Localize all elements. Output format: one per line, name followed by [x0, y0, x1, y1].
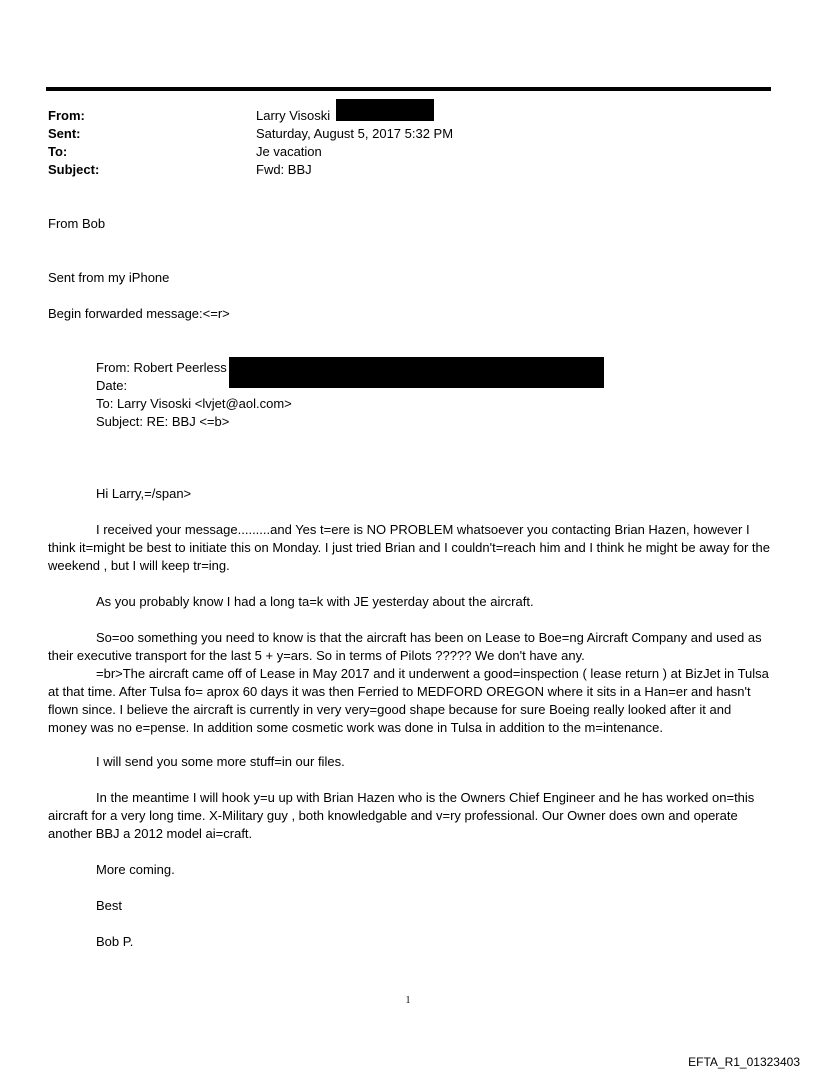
subject-value: Fwd: BBJ [256, 162, 312, 177]
message-greeting: Hi Larry,=/span> [96, 486, 192, 501]
body-line-from-bob: From Bob [48, 216, 106, 231]
forwarded-date: Date: [96, 378, 128, 393]
sent-label: Sent: [48, 126, 81, 141]
body-line-sent-from: Sent from my iPhone [48, 270, 170, 285]
from-value: Larry Visoski [256, 108, 331, 123]
message-paragraph: I received your message.........and Yes t=ere is NO PROBLEM whatsoever you contacting Brian Hazen, however I think it=might be best to initiate this on Monday. I just tried Brian and I couldn't=reach him and I think he might be away for the weekend , but I will keep tr=ing. [48, 522, 770, 573]
redaction-box [336, 99, 434, 121]
forwarded-to: To: Larry Visoski <lvjet@aol.com> [96, 396, 292, 411]
message-paragraph: As you probably know I had a long ta=k with JE yesterday about the aircraft. [96, 594, 534, 609]
message-paragraph: =br>The aircraft came off of Lease in May 2017 and it underwent a good=inspection ( lease return ) at BizJet in Tulsa at that time. After Tulsa fo= aprox 60 days it was then Ferried to MEDFORD OREGON where it sits in a Han=er and hasn't flown since. I believe the aircraft is currently in very very=good shape because for sure Boeing really looked after it and money was no e=pense. In addition some cosmetic work was done in Tulsa in addition to the m=intenance. [48, 666, 769, 735]
message-paragraph: I will send you some more stuff=in our files. [96, 754, 345, 769]
redaction-box [229, 357, 604, 388]
header-rule [46, 87, 771, 91]
message-paragraph: In the meantime I will hook y=u up with Brian Hazen who is the Owners Chief Engineer and he has worked on=this aircraft for a very long time. X-Military guy , both knowledgable and v=ry professional. Our Owner does own and operate another BBJ a 2012 model ai=craft. [48, 790, 755, 841]
subject-label: Subject: [48, 162, 100, 177]
forwarded-from: From: Robert Peerless [96, 360, 227, 375]
sent-value: Saturday, August 5, 2017 5:32 PM [256, 126, 454, 141]
forwarded-subject: Subject: RE: BBJ <=b> [96, 414, 230, 429]
message-sign-off: Best [96, 898, 123, 913]
page-number: 1 [405, 995, 411, 1006]
message-signature: Bob P. [96, 934, 134, 949]
to-label: To: [48, 144, 68, 159]
message-paragraph: So=oo something you need to know is that the aircraft has been on Lease to Boe=ng Aircraft Company and used as their executive transport for the last 5 + y=ars. So in terms of Pilots ????? We don't have any. [48, 630, 762, 663]
body-line-begin-forwarded: Begin forwarded message:<=r> [48, 306, 230, 321]
message-more-coming: More coming. [96, 862, 175, 877]
to-value: Je vacation [256, 144, 322, 159]
from-label: From: [48, 108, 85, 123]
document-id: EFTA_R1_01323403 [688, 1055, 800, 1069]
